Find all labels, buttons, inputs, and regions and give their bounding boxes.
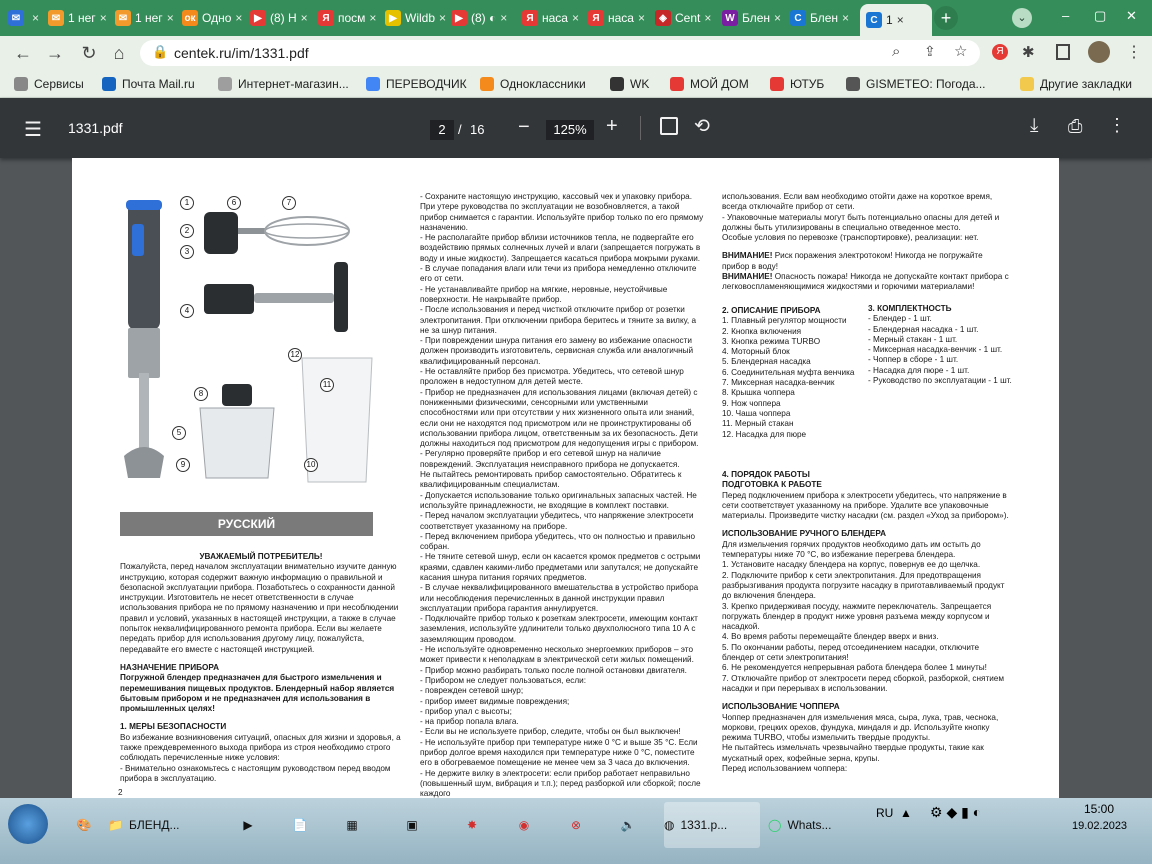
volume-icon[interactable]: 🔈 <box>620 818 636 832</box>
browser-tab[interactable] <box>522 5 584 31</box>
bookmark-favicon-icon <box>846 77 860 91</box>
safety-rule: - Подключайте прибор только к розеткам электросети, имеющим контакт заземления, используйте удлинители только двухполюсного типа 10 А с заземляющим проводом. <box>420 614 698 644</box>
bookmark-label: GISMETEO: Погода... <box>866 77 986 91</box>
home-icon[interactable]: ⌂ <box>113 42 125 63</box>
safety-rule: - Сохраните настоящую инструкцию, кассовый чек и упаковку прибора. При утере руководства по эксплуатации не возобновляется, а такой прибор снимается с гарантии. Используйте прибор только по его прямому назначению. <box>420 192 704 232</box>
bookmark-label: Интернет-магазин... <box>238 77 349 91</box>
tab-close-icon[interactable]: × <box>439 11 447 25</box>
paint-icon[interactable]: 🎨 <box>76 818 92 832</box>
kit-item: - Насадка для пюре - 1 шт. <box>868 365 970 375</box>
callout-number: 5 <box>172 426 186 440</box>
page-number-input[interactable]: 2 <box>430 120 454 140</box>
new-tab-button[interactable]: + <box>934 6 958 30</box>
app-icon[interactable]: ▣ <box>406 818 418 832</box>
safety-rule: - При повреждении шнура питания его замену во избежание опасности должен производить изготовитель, сервисная служба или аналогичный квалифицированный персонал. <box>420 336 694 366</box>
browser-tab[interactable] <box>250 5 312 31</box>
language-banner: РУССКИЙ <box>120 512 373 536</box>
safety-rule: - поврежден сетевой шнур; <box>420 686 524 696</box>
warning-2-label: ВНИМАНИЕ! <box>722 272 773 282</box>
safety-title: 1. МЕРЫ БЕЗОПАСНОСТИ <box>120 722 227 732</box>
description-item: 10. Чаша чоппера <box>722 408 791 418</box>
tab-label: Блен <box>742 11 771 25</box>
taskbar-explorer[interactable] <box>108 802 218 848</box>
column-3 <box>722 192 1012 293</box>
chrome-icon: ◍ <box>664 818 675 832</box>
taskbar-explorer-label: БЛЕНД... <box>128 818 180 832</box>
product-illustration <box>112 188 382 488</box>
description-title: 2. ОПИСАНИЕ ПРИБОРА <box>722 306 821 315</box>
safety-rule: - Прибором не следует пользоваться, если: <box>420 675 587 685</box>
tab-search-icon[interactable]: ⌄ <box>1012 8 1032 28</box>
warning-1-label: ВНИМАНИЕ! <box>722 251 773 261</box>
callout-number: 7 <box>282 196 296 210</box>
yandex-extension-icon[interactable]: Я <box>992 44 1008 60</box>
taskbar-chrome[interactable] <box>664 802 760 848</box>
tab-favicon-icon: ок <box>182 10 198 26</box>
tab-label: Wildb <box>405 11 436 25</box>
blender-step: 3. Крепко придерживая посуду, нажмите переключатель. Запрещается погружать блендер в продукт ниже уровня разъема между корпусом и насадкой. <box>722 601 992 632</box>
bookmark-label: МОЙ ДОМ <box>690 77 749 91</box>
zoom-out-icon[interactable]: − <box>518 116 530 138</box>
tab-label: (8) ◐ <box>471 11 497 25</box>
bookmark-label: Почта Mail.ru <box>122 77 195 91</box>
callout-number: 12 <box>288 348 302 362</box>
extensions-icon[interactable]: ✱ <box>1022 44 1035 61</box>
column-2 <box>420 192 706 798</box>
taskbar-whatsapp-label: Whats... <box>787 818 832 832</box>
blender-step: 5. По окончании работы, перед отсоединением насадки, отключите блендер от сети электропитания! <box>722 642 980 663</box>
callout-number: 1 <box>180 196 194 210</box>
tab-favicon-icon: Я <box>588 10 604 26</box>
chopper-bowl-shape <box>200 408 274 478</box>
safety-rule: - После использования и перед чисткой отключите прибор от розетки электропитания. При отключении прибора беритесь и тяните за вилку, а не за шнур питания. <box>420 305 696 335</box>
callout-number: 4 <box>180 304 194 318</box>
taskbar-whatsapp[interactable] <box>768 802 864 848</box>
bookmark-favicon-icon <box>218 77 232 91</box>
callout-number: 6 <box>227 196 241 210</box>
safety-rule: - В случае неквалифицированного вмешательства в устройство прибора или несоблюдения перечисленных в данной инструкции правил эксплуатации прибора гарантия аннулируется. <box>420 583 699 613</box>
camera-icon[interactable]: ◉ <box>518 818 530 832</box>
blender-step: 4. Во время работы перемещайте блендер вверх и вниз. <box>722 632 939 642</box>
description-item: 7. Миксерная насадка-венчик <box>722 378 835 388</box>
security-icon[interactable]: ⊗ <box>570 818 582 832</box>
tab-label: посм <box>338 11 366 25</box>
tab-label: Cent <box>675 11 701 25</box>
blender-shaft-top <box>128 328 160 378</box>
callout-number: 9 <box>176 458 190 472</box>
whisk-wire-shape <box>265 224 349 238</box>
safety-item: - Внимательно ознакомьтесь с настоящим руководством перед вводом прибора в эксплуатацию. <box>120 763 391 783</box>
column-1 <box>120 552 402 784</box>
kit-section <box>868 304 1018 386</box>
kit-item: - Блендерная насадка - 1 шт. <box>868 324 979 334</box>
tab-close-icon[interactable]: × <box>842 11 850 25</box>
download-icon[interactable]: ⤓ <box>1030 115 1039 136</box>
browser-tab[interactable] <box>318 5 380 31</box>
greeting-text: Пожалуйста, перед началом эксплуатации внимательно изучите данную инструкцию, которая содержит важную информацию о правильной и безопасной эксплуатации прибора. Позаботьтесь о сохранности данной инструкции. Изготовитель не несет ответственности в случае использования прибора не по прямому назначению и при несоблюдении правил и условий, указанных в настоящей инструкции, а также в случае попыток неквалифицированного ремонта прибора. Если вы желаете передать прибор для использования другому лицу, пожалуйста, передавайте его вместе с настоящей инструкцией. <box>120 562 399 654</box>
bookmarks-bar <box>0 70 1152 98</box>
bookmark-favicon-icon <box>480 77 494 91</box>
other-bookmarks[interactable] <box>1020 75 1132 93</box>
bookmark-favicon-icon <box>770 77 784 91</box>
tab-label: 1 <box>886 13 893 27</box>
callout-number: 2 <box>180 224 194 238</box>
pdf-page <box>72 158 1059 798</box>
tray-icons[interactable]: ⚙ ◆ ▮ ◐ <box>930 804 982 820</box>
safety-rule: - В случае попадания влаги или течи из прибора немедленно отключите его от сети. <box>420 264 697 284</box>
browser-tab[interactable] <box>182 5 244 31</box>
tab-close-icon[interactable]: × <box>166 11 174 25</box>
description-item: 3. Кнопка режима TURBO <box>722 336 821 346</box>
safety-rule: - Не держите вилку в электросети: если прибор работает неправильно (повышенный шум, вибрация и т.п.); перед разборкой или сборкой; после каждого <box>420 768 701 798</box>
tab-label: наса <box>542 11 568 25</box>
callout-number: 10 <box>304 458 318 472</box>
description-item: 5. Блендерная насадка <box>722 357 811 367</box>
zoom-input[interactable]: 125% <box>546 120 594 140</box>
motor-block-shape <box>128 200 160 330</box>
safety-rule: Не пытайтесь ремонтировать прибор самостоятельно. Обратитесь к квалифицированным специалистам. <box>420 470 682 490</box>
minimize-icon[interactable]: – <box>1062 8 1070 23</box>
tab-favicon-icon: Я <box>522 10 538 26</box>
description-item: 12. Насадка для пюре <box>722 429 807 439</box>
bookmark-item[interactable] <box>610 75 649 93</box>
folder-icon: 📁 <box>108 818 123 832</box>
chopper-lid-shape <box>222 384 252 406</box>
clock-date: 19.02.2023 <box>1072 820 1128 832</box>
tab-favicon-icon: ▶ <box>385 10 401 26</box>
safety-rule: - Прибор не предназначен для использования лицами (включая детей) с пониженными физическими, сенсорными или умственными способностями или при отсутствии у них жизненного опыта или знаний, если они не находятся под присмотром или не проинструктированы об использовании прибора лицом, ответственным за их безопасность. Дети должны находиться под присмотром для недопущения игры с прибором. <box>420 387 699 449</box>
browser-tab[interactable] <box>588 5 650 31</box>
media-player-icon[interactable]: ▶ <box>243 818 253 832</box>
description-item: 6. Соединительная муфта венчика <box>722 367 855 377</box>
safety-rule: - прибор имеет видимые повреждения; <box>420 696 570 706</box>
browser-tab[interactable] <box>860 4 932 36</box>
whatsapp-icon: ◯ <box>768 818 782 832</box>
safety-rule: использования. Если вам необходимо отойти даже на короткое время, всегда отключайте прибор от сети. <box>722 192 993 212</box>
avatar[interactable] <box>1088 41 1110 63</box>
pdf-toolbar <box>0 98 1152 158</box>
blender-shaft <box>139 373 149 453</box>
tab-close-icon[interactable]: × <box>571 11 579 25</box>
bookmark-item[interactable] <box>670 75 749 93</box>
tab-label: 1 нег <box>135 11 163 25</box>
chopper-step: Перед использованием чоппера: <box>722 764 848 774</box>
menu-icon[interactable]: ⋮ <box>1126 44 1142 61</box>
archive-icon[interactable]: ▦ <box>346 818 358 832</box>
star-icon[interactable]: ☆ <box>954 43 968 60</box>
masher-rod-shape <box>254 293 334 303</box>
kit-item: - Блендер - 1 шт. <box>868 314 932 324</box>
warning-2-text: Опасность пожара! Никогда не допускайте контакт прибора с легковоспламеняющимися жидкостями и горючими материалами! <box>722 272 1009 292</box>
forward-icon[interactable]: → <box>46 42 64 63</box>
prep-text: Перед подключением прибора к электросети убедитесь, что напряжение в сети соответствует указанному на приборе. Удалите все упаковочные материалы. Произведите чистку насадки (см. раздел «Уход за прибором»). <box>722 490 1009 521</box>
safety-text: Во избежание возникновения ситуаций, опасных для жизни и здоровья, а также преждевременного выхода прибора из строя необходимо строго соблюдать перечисленные ниже условия: <box>120 732 401 763</box>
safety-rule: - Упаковочные материалы могут быть потенциально опасны для детей и должны быть утилизированы в специально отведенное место. <box>722 212 1000 232</box>
chopper-step: Не пытайтесь измельчать чрезвычайно твердые продукты, такие как мускатный орех, кофейные зерна, крупы. <box>722 743 984 763</box>
pdf-filename: 1331.pdf <box>68 120 123 136</box>
browser-tab[interactable] <box>115 5 177 31</box>
start-button[interactable] <box>8 804 48 844</box>
tab-close-icon[interactable]: × <box>235 11 243 25</box>
whisk-rod-shape <box>238 228 266 234</box>
safety-rule: - Не располагайте прибор вблизи источников тепла, не подвергайте его воздействию прямых солнечных лучей и влаги (запрещается погружать в воду и иные жидкости). Запрещается касаться прибора мокрыми руками. <box>420 233 701 263</box>
browser-tab[interactable] <box>451 5 513 31</box>
callout-number: 3 <box>180 245 194 259</box>
description-item: 2. Кнопка включения <box>722 326 802 336</box>
safety-rule: - Допускается использование только оригинальных запасных частей. Не используйте принадлежности, не входящие в комплект поставки. <box>420 490 697 510</box>
bookmark-favicon-icon <box>670 77 684 91</box>
tab-label: наса <box>608 11 634 25</box>
tab-close-icon[interactable]: × <box>369 11 377 25</box>
order-section <box>722 470 1012 774</box>
blender-step: 6. Не рекомендуется непрерывная работа блендера более 1 минуты! <box>722 663 987 673</box>
bookmark-favicon-icon <box>14 77 28 91</box>
blender-step: Для измельчения горячих продуктов необходимо дать им остыть до температуры ниже 70 °С, во избежание перегрева блендера. <box>722 539 981 560</box>
maximize-icon[interactable]: ▢ <box>1094 8 1107 23</box>
language-indicator[interactable]: RU <box>876 806 894 820</box>
bookmark-item[interactable] <box>770 75 824 93</box>
callout-number: 11 <box>320 378 334 392</box>
blender-step: 7. Отключайте прибор от электросети перед сборкой, разборкой, снятием насадки и при перерывах в использовании. <box>722 673 1004 693</box>
browser-toolbar <box>0 36 1152 70</box>
bookmark-label: Сервисы <box>34 77 84 91</box>
tab-favicon-icon: ▶ <box>451 10 467 26</box>
tab-close-icon[interactable]: × <box>500 11 508 25</box>
taskbar-chrome-label: 1331.p... <box>680 818 728 832</box>
order-title: 4. ПОРЯДОК РАБОТЫ <box>722 470 810 479</box>
tab-favicon-icon: ✉ <box>48 10 64 26</box>
masher-top-shape <box>204 284 254 314</box>
bookmark-item[interactable] <box>480 75 586 93</box>
tab-close-icon[interactable]: × <box>300 11 308 25</box>
bookmark-item[interactable] <box>218 75 349 93</box>
callout-number: 8 <box>194 387 208 401</box>
blender-step: 2. Подключите прибор к сети электропитания. Для предотвращения разбрызгивания продукта погрузите насадку в приготавливаемый продукт до включения блендера. <box>722 570 1005 601</box>
bookmark-item[interactable] <box>14 75 84 93</box>
tab-favicon-icon: Я <box>318 10 334 26</box>
rotate-icon[interactable]: ⟲ <box>694 116 710 137</box>
tab-favicon-icon: C <box>790 10 806 26</box>
bookmark-label: Одноклассники <box>500 77 586 91</box>
bookmark-item[interactable] <box>102 75 195 93</box>
splash-icon[interactable]: ✸ <box>466 818 478 832</box>
tab-close-icon[interactable]: × <box>704 11 712 25</box>
safety-rule: - Перед включением прибора убедитесь, что он полностью и правильно собран. <box>420 531 696 552</box>
safety-rule: - Не тяните сетевой шнур, если он касается кромок предметов с острыми краями, сдавлен какими-либо предметами или запутался; не допускайте касания шнура питания горячих предметов. <box>420 552 701 582</box>
masher-head-shape <box>334 262 348 332</box>
kit-item: - Руководство по эксплуатации - 1 шт. <box>868 376 1012 386</box>
description-item: 9. Нож чоппера <box>722 398 781 408</box>
description-item: 4. Моторный блок <box>722 347 790 357</box>
tab-strip <box>0 0 1152 36</box>
speed-dial-shape <box>126 200 162 210</box>
browser-tab[interactable] <box>48 5 110 31</box>
safety-rule: - Прибор можно разбирать только после полной остановки двигателя. <box>420 665 687 675</box>
tab-favicon-icon: W <box>722 10 738 26</box>
page-separator: / <box>458 122 462 137</box>
whisk-coupler-shape <box>204 212 238 254</box>
bookmark-item[interactable] <box>366 75 467 93</box>
tab-close-icon[interactable]: × <box>774 11 782 25</box>
safety-rule: - Если вы не используете прибор, следите, чтобы он был выключен! <box>420 727 681 737</box>
bookmark-favicon-icon <box>366 77 380 91</box>
browser-tab[interactable] <box>790 5 852 31</box>
buttons-shape <box>132 224 144 256</box>
safety-rule: - Не используйте прибор при температуре ниже 0 °С и выше 35 °С. Если прибор долгое время находился при температуре ниже 0 °С, поместите его в обогреваемое помещение не менее чем за 3 часа до включения. <box>420 737 698 768</box>
description-item: 1. Плавный регулятор мощности <box>722 316 847 326</box>
whisk-shape <box>265 217 349 245</box>
tab-close-icon[interactable]: × <box>896 13 904 27</box>
tab-close-icon[interactable]: × <box>637 11 645 25</box>
safety-rule: - Не используйте одновременно несколько энергоемких приборов – это может привести к неполадкам в электрической сети жилых помещений. <box>420 645 694 665</box>
browser-tab[interactable] <box>385 5 447 31</box>
fit-page-icon[interactable] <box>660 117 678 135</box>
chopper-title: ИСПОЛЬЗОВАНИЕ ЧОППЕРА <box>722 702 840 712</box>
blender-step: 1. Установите насадку блендера на корпус, повернув ее до щелчка. <box>722 560 981 570</box>
bookmark-favicon-icon <box>610 77 624 91</box>
purpose-text: Погружной блендер предназначен для быстрого измельчения и перемешивания пищевых продуктов. Блендерный набор является бытовым прибором и не предназначен для использования в промышленных целях! <box>120 673 395 714</box>
safety-rule: - Не устанавливайте прибор на мягкие, неровные, неустойчивые поверхности. Не накрывайте прибор. <box>420 284 668 304</box>
safety-rule: - Регулярно проверяйте прибор и его сетевой шнур на наличие повреждений. Эксплуатация неисправного прибора не допускается. <box>420 449 680 469</box>
bookmark-item[interactable] <box>846 75 986 93</box>
bookmark-label: WK <box>630 77 650 91</box>
blender-title: ИСПОЛЬЗОВАНИЕ РУЧНОГО БЛЕНДЕРА <box>722 529 887 539</box>
clock-time: 15:00 <box>1084 802 1115 816</box>
document-icon[interactable]: 📄 <box>292 818 308 832</box>
zoom-in-icon[interactable]: + <box>606 115 618 137</box>
tab-label: Блен <box>810 11 839 25</box>
kit-title: 3. КОМПЛЕКТНОСТЬ <box>868 304 952 313</box>
page-total: 16 <box>470 122 485 137</box>
zoom-icon[interactable]: ⌕ <box>892 43 901 60</box>
greeting-title: УВАЖАЕМЫЙ ПОТРЕБИТЕЛЬ! <box>199 552 323 561</box>
address-bar[interactable] <box>140 40 980 66</box>
back-icon[interactable]: ← <box>14 42 32 63</box>
tab-close-icon[interactable]: × <box>99 11 107 25</box>
purpose-title: НАЗНАЧЕНИЕ ПРИБОРА <box>120 662 220 672</box>
lock-icon: 🔒 <box>152 44 169 59</box>
description-section <box>722 306 862 440</box>
folder-icon <box>1020 77 1034 91</box>
prep-title: ПОДГОТОВКА К РАБОТЕ <box>722 480 822 490</box>
tab-favicon-icon: C <box>866 12 882 28</box>
more-options-icon[interactable]: ⋮ <box>1108 115 1126 135</box>
tab-favicon-icon: ✉ <box>8 10 24 26</box>
share-icon[interactable]: ⇪ <box>924 43 936 59</box>
browser-tab[interactable] <box>722 5 784 31</box>
sidebar-icon[interactable] <box>1056 44 1070 60</box>
safety-rule: - Не оставляйте прибор без присмотра. Убедитесь, что сетевой шнур проложен в недоступном для детей месте. <box>420 367 684 387</box>
kit-item: - Миксерная насадка-венчик - 1 шт. <box>868 345 1003 355</box>
warning-1-text: Риск поражения электротоком! Никогда не погружайте прибор в воду! <box>722 251 983 271</box>
bookmark-label: ПЕРЕВОДЧИК <box>386 77 467 91</box>
url-text: centek.ru/im/1331.pdf <box>174 45 309 61</box>
browser-tab[interactable] <box>655 5 717 31</box>
page-number: 2 <box>118 788 123 797</box>
kit-item: - Мерный стакан - 1 шт. <box>868 334 958 344</box>
blade-guard-shape <box>124 447 164 478</box>
tab-label: 1 нег <box>68 11 96 25</box>
tab-label: (8) Н <box>270 11 297 25</box>
tab-favicon-icon: ✉ <box>115 10 131 26</box>
kit-item: - Чоппер в сборе - 1 шт. <box>868 355 959 365</box>
chopper-step: Чоппер предназначен для измельчения мяса, сыра, лука, трав, чеснока, моркови, грецких орехов, фундука, миндаля и др. Используйте кнопку режима TURBO, чтобы измельчить твердые продукты. <box>722 712 999 743</box>
tray-expand-icon[interactable]: ▲ <box>900 806 912 820</box>
safety-rule: Особые условия по перевозке (транспортировке), реализации: нет. <box>722 233 979 243</box>
safety-rule: - на прибор попала влага. <box>420 717 519 727</box>
description-item: 8. Крышка чоппера <box>722 388 795 398</box>
close-window-icon[interactable]: ✕ <box>1126 8 1137 23</box>
toolbar-divider <box>640 116 641 140</box>
description-item: 11. Мерный стакан <box>722 419 794 429</box>
print-icon[interactable]: ⎙ <box>1068 116 1083 136</box>
reload-icon[interactable]: ↻ <box>81 42 97 63</box>
tab-close-icon[interactable]: × <box>32 11 40 25</box>
windows-taskbar <box>0 798 1152 864</box>
bookmark-label: ЮТУБ <box>790 77 825 91</box>
other-bookmarks-label: Другие закладки <box>1040 77 1132 91</box>
tab-label: Одно <box>202 11 232 25</box>
safety-rule: - прибор упал с высоты; <box>420 706 512 716</box>
tab-favicon-icon: ◈ <box>655 10 671 26</box>
tab-favicon-icon: ▶ <box>250 10 266 26</box>
safety-rule: - Перед началом эксплуатации убедитесь, что напряжение электросети соответствует указанному на приборе. <box>420 511 694 531</box>
bookmark-favicon-icon <box>102 77 116 91</box>
menu-icon[interactable]: ☰ <box>24 119 42 141</box>
